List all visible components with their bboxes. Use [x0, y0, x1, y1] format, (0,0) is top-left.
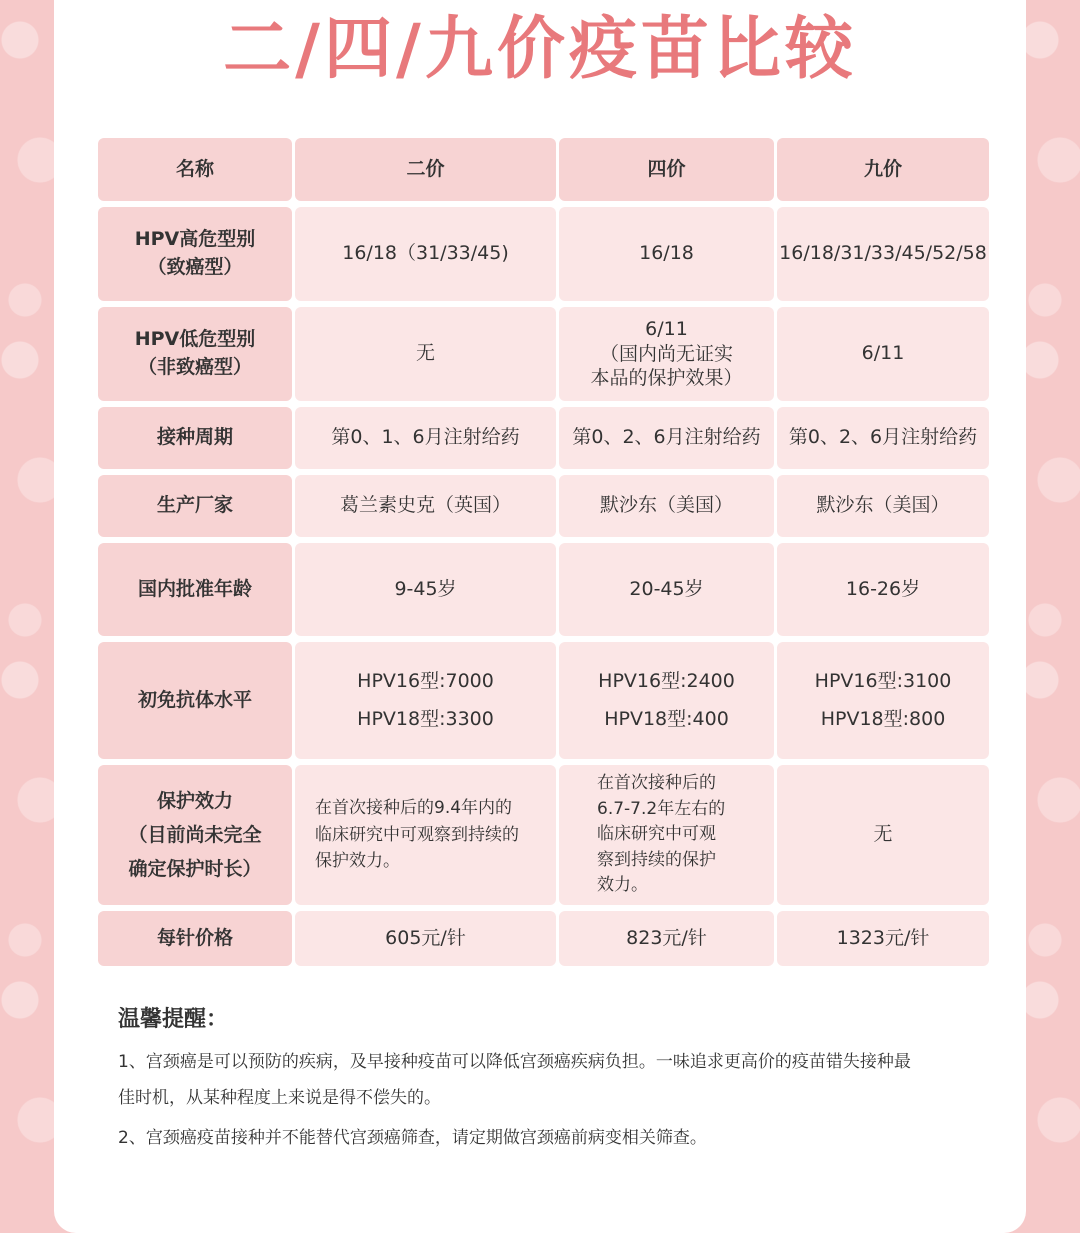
table-cell: 16/18（31/33/45) — [295, 207, 556, 301]
row-label-antibody: 初免抗体水平 — [98, 642, 292, 759]
page-title: 二/四/九价疫苗比较 — [223, 10, 857, 89]
header-quadrivalent: 四价 — [559, 138, 774, 201]
table-cell: 第0、2、6月注射给药 — [777, 407, 989, 469]
table-cell: HPV16型:2400 HPV18型:400 — [559, 642, 774, 759]
table-cell: 20-45岁 — [559, 543, 774, 636]
table-cell: 16/18 — [559, 207, 774, 301]
header-bivalent: 二价 — [295, 138, 556, 201]
row-label-high-risk: HPV高危型别 （致癌型） — [98, 207, 292, 301]
table-cell: 第0、2、6月注射给药 — [559, 407, 774, 469]
header-name: 名称 — [98, 138, 292, 201]
table-cell: 9-45岁 — [295, 543, 556, 636]
table-cell: 默沙东（美国） — [777, 475, 989, 537]
table-cell: 16/18/31/33/45/52/58 — [777, 207, 989, 301]
table-cell: 605元/针 — [295, 911, 556, 966]
table-cell: 1323元/针 — [777, 911, 989, 966]
table-cell: 葛兰素史克（英国） — [295, 475, 556, 537]
header-nonavalent: 九价 — [777, 138, 989, 201]
table-cell: HPV16型:7000 HPV18型:3300 — [295, 642, 556, 759]
row-label-low-risk: HPV低危型别 （非致癌型） — [98, 307, 292, 401]
row-label-price: 每针价格 — [98, 911, 292, 966]
tip-item-1: 1、宫颈癌是可以预防的疾病，及早接种疫苗可以降低宫颈癌疾病负担。一味追求更高价的疫苗错失接种最 佳时机，从某种程度上来说是得不偿失的。 — [118, 1052, 911, 1108]
table-cell: 6/11 — [777, 307, 989, 401]
row-label-efficacy: 保护效力 （目前尚未完全 确定保护时长） — [98, 765, 292, 905]
table-cell: 默沙东（美国） — [559, 475, 774, 537]
row-label-approved-age: 国内批准年龄 — [98, 543, 292, 636]
table-cell: 无 — [777, 765, 989, 905]
table-cell: 在首次接种后的 6.7-7.2年左右的 临床研究中可观 察到持续的保护 效力。 — [559, 765, 774, 905]
table-cell: 无 — [295, 307, 556, 401]
comparison-table — [98, 138, 986, 966]
tip-item-2: 2、宫颈癌疫苗接种并不能替代宫颈癌筛查，请定期做宫颈癌前病变相关筛查。 — [118, 1128, 707, 1148]
row-label-schedule: 接种周期 — [98, 407, 292, 469]
table-cell: 823元/针 — [559, 911, 774, 966]
row-label-manufacturer: 生产厂家 — [98, 475, 292, 537]
tips-heading: 温馨提醒： — [118, 1007, 229, 1032]
table-cell: 6/11 （国内尚无证实 本品的保护效果） — [559, 307, 774, 401]
table-cell: 第0、1、6月注射给药 — [295, 407, 556, 469]
table-cell: 在首次接种后的9.4年内的 临床研究中可观察到持续的 保护效力。 — [295, 765, 556, 905]
table-cell: HPV16型:3100 HPV18型:800 — [777, 642, 989, 759]
table-cell: 16-26岁 — [777, 543, 989, 636]
